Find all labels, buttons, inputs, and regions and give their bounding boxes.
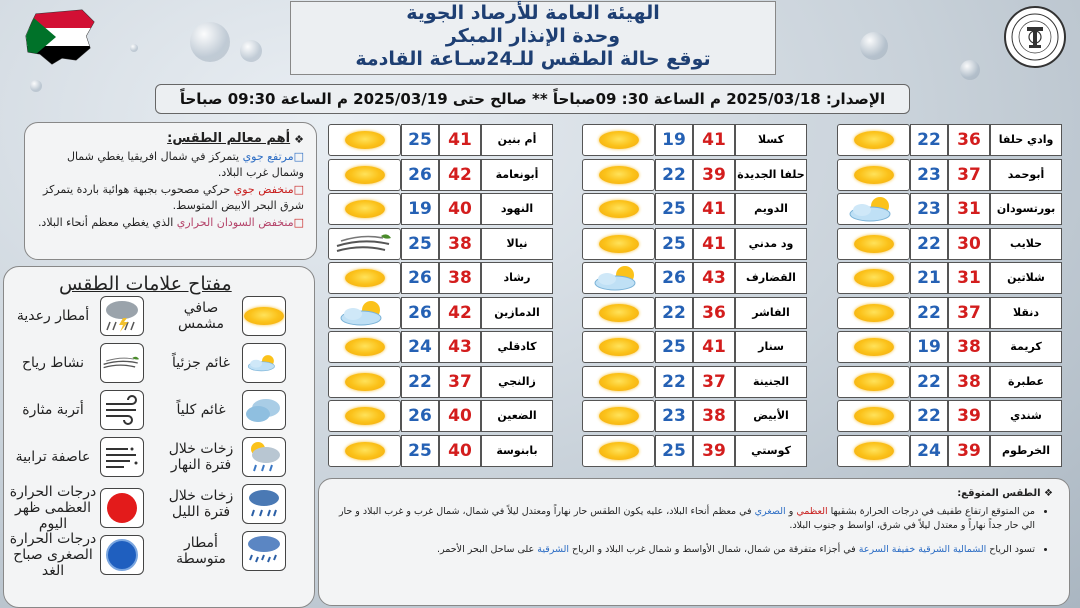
partly-cloudy-icon bbox=[582, 262, 655, 294]
max-temp-value: 38 bbox=[439, 228, 481, 260]
max-temp-value: 36 bbox=[948, 124, 990, 156]
station-row bbox=[582, 366, 807, 398]
legend-item bbox=[160, 531, 286, 571]
moderate-rain-icon bbox=[242, 531, 286, 571]
station-name: أم بنين bbox=[481, 124, 553, 156]
legend-label: أمطار رعدية bbox=[16, 308, 90, 324]
station-name: عطبرة bbox=[990, 366, 1062, 398]
station-row bbox=[328, 159, 553, 191]
sun-icon bbox=[837, 297, 910, 329]
station-row bbox=[328, 228, 553, 260]
max-temp-value: 42 bbox=[439, 297, 481, 329]
max-temp-value: 37 bbox=[693, 366, 735, 398]
sun-icon bbox=[328, 124, 401, 156]
sun-icon bbox=[837, 159, 910, 191]
min-temp-value: 22 bbox=[910, 297, 948, 329]
station-name: الخرطوم bbox=[990, 435, 1062, 467]
station-name: القضارف bbox=[735, 262, 807, 294]
station-row bbox=[837, 297, 1062, 329]
station-name: كريمة bbox=[990, 331, 1062, 363]
max-temp-value: 40 bbox=[439, 193, 481, 225]
station-row bbox=[328, 193, 553, 225]
min-temp-value: 26 bbox=[401, 159, 439, 191]
station-name: كادقلي bbox=[481, 331, 553, 363]
background-droplet bbox=[30, 80, 42, 92]
station-row bbox=[582, 159, 807, 191]
station-name: وادي حلفا bbox=[990, 124, 1062, 156]
station-row bbox=[328, 262, 553, 294]
legend-label: نشاط رياح bbox=[21, 355, 84, 371]
legend-label: زخات خلال فترة النهار bbox=[168, 441, 234, 473]
max-temp-value: 39 bbox=[693, 159, 735, 191]
min-temp-value: 22 bbox=[655, 297, 693, 329]
sun-icon bbox=[837, 228, 910, 260]
max-temp-value: 43 bbox=[693, 262, 735, 294]
station-name: الدويم bbox=[735, 193, 807, 225]
station-row bbox=[837, 366, 1062, 398]
sun-icon bbox=[582, 435, 655, 467]
min-temp-value: 26 bbox=[655, 262, 693, 294]
legend-item bbox=[6, 390, 144, 430]
station-row bbox=[837, 435, 1062, 467]
features-title: أهم معالم الطقس: bbox=[167, 131, 291, 146]
station-name: الأبيض bbox=[735, 400, 807, 432]
min-temp-value: 19 bbox=[401, 193, 439, 225]
cloudy-icon bbox=[242, 390, 286, 430]
station-row bbox=[837, 124, 1062, 156]
max-temp-value: 39 bbox=[948, 400, 990, 432]
legend-label: أتربة مثارة bbox=[22, 402, 84, 418]
station-row bbox=[837, 400, 1062, 432]
station-name: الجنينة bbox=[735, 366, 807, 398]
legend-item bbox=[160, 437, 286, 477]
partly-cloudy-icon bbox=[837, 193, 910, 225]
min-temp-value: 25 bbox=[655, 193, 693, 225]
max-temp-value: 38 bbox=[693, 400, 735, 432]
max-temp-value: 37 bbox=[948, 297, 990, 329]
station-row bbox=[328, 124, 553, 156]
sun-icon bbox=[582, 159, 655, 191]
weather-features-box bbox=[24, 122, 317, 260]
min-temp-value: 22 bbox=[655, 159, 693, 191]
min-temp-value: 23 bbox=[655, 400, 693, 432]
max-temp-value: 36 bbox=[693, 297, 735, 329]
legend-label: صافي مشمس bbox=[178, 300, 224, 332]
sun-icon bbox=[582, 400, 655, 432]
legend-item bbox=[6, 296, 144, 336]
max-temp-value: 38 bbox=[439, 262, 481, 294]
logo-emblem-icon bbox=[1010, 12, 1060, 62]
forecast-title: توقع حالة الطقس للـ24سـاعة القادمة bbox=[355, 48, 711, 70]
met-authority-logo bbox=[1004, 6, 1066, 68]
legend-item bbox=[6, 484, 144, 532]
legend-label: درجات الحرارة العظمى ظهر اليوم bbox=[9, 484, 97, 532]
sun-icon bbox=[582, 331, 655, 363]
station-row bbox=[582, 331, 807, 363]
legend-label: عاصفة ترابية bbox=[15, 449, 91, 465]
min-temp-value: 26 bbox=[401, 400, 439, 432]
day-showers-icon bbox=[242, 437, 286, 477]
station-row bbox=[582, 124, 807, 156]
min-temp-value: 25 bbox=[401, 435, 439, 467]
legend-item bbox=[160, 343, 286, 383]
min-temp-value: 22 bbox=[655, 366, 693, 398]
sun-icon bbox=[837, 124, 910, 156]
station-row bbox=[582, 400, 807, 432]
station-name: شلاتين bbox=[990, 262, 1062, 294]
station-row bbox=[582, 228, 807, 260]
station-row bbox=[837, 331, 1062, 363]
sun-icon bbox=[328, 435, 401, 467]
min-temp-value: 25 bbox=[655, 331, 693, 363]
sun-icon bbox=[328, 400, 401, 432]
feature-item: □منخفض السودان الحراري الذي يغطي معظم أنحاء البلاد. bbox=[37, 216, 304, 229]
sudan-flag-icon bbox=[22, 8, 96, 66]
min-temp-value: 22 bbox=[910, 228, 948, 260]
max-temp-value: 38 bbox=[948, 366, 990, 398]
feature-item: □مرتفع جوي يتمركز في شمال افريقيا يغطي شمال وشمال غرب البلاد. bbox=[66, 150, 304, 179]
station-name: حلايب bbox=[990, 228, 1062, 260]
station-name: ود مدني bbox=[735, 228, 807, 260]
night-showers-icon bbox=[242, 484, 286, 524]
min-temp-value: 26 bbox=[401, 297, 439, 329]
min-temp-value: 19 bbox=[655, 124, 693, 156]
min-temp-value: 22 bbox=[401, 366, 439, 398]
max-temp-value: 40 bbox=[439, 400, 481, 432]
station-name: بورتسودان bbox=[990, 193, 1062, 225]
min-temp-value: 26 bbox=[401, 262, 439, 294]
legend-item bbox=[6, 531, 144, 579]
station-name: أبوحمد bbox=[990, 159, 1062, 191]
min-temp-value: 25 bbox=[401, 124, 439, 156]
unit-title: وحدة الإنذار المبكر bbox=[445, 25, 621, 47]
legend-label: درجات الحرارة الصغرى صباح الغد bbox=[9, 531, 97, 579]
station-row bbox=[328, 435, 553, 467]
sun-icon bbox=[328, 366, 401, 398]
legend-label: أمطار متوسطة bbox=[176, 535, 226, 567]
max-temp-value: 31 bbox=[948, 262, 990, 294]
station-name: كوستي bbox=[735, 435, 807, 467]
sun-icon bbox=[582, 124, 655, 156]
background-droplet bbox=[190, 22, 230, 62]
legend-label: غائم كلياً bbox=[176, 402, 226, 418]
max-temp-value: 41 bbox=[693, 193, 735, 225]
min-temp-value: 25 bbox=[655, 228, 693, 260]
station-name: الضعين bbox=[481, 400, 553, 432]
feature-item: □منخفض جوي حركي مصحوب بجبهة هوائية باردة يتمركز شرق البحر الابيض المتوسط. bbox=[43, 183, 304, 212]
min-temp-value: 25 bbox=[401, 228, 439, 260]
min-temp-value: 22 bbox=[910, 366, 948, 398]
station-name: رشاد bbox=[481, 262, 553, 294]
station-name: كسلا bbox=[735, 124, 807, 156]
station-row bbox=[582, 262, 807, 294]
background-droplet bbox=[130, 44, 138, 52]
station-name: بابنوسة bbox=[481, 435, 553, 467]
duststorm-icon bbox=[100, 437, 144, 477]
min-temp-value: 23 bbox=[910, 159, 948, 191]
station-row bbox=[582, 297, 807, 329]
forecast-paragraph: • تسود الرياح الشمالية الشرقية خفيفة السرعة في أجزاء متفرقة من شمال، شمال الأواسط و شمال غرب البلاد و الرياح الشرقية على ساحل البحر الأحمر. bbox=[335, 543, 1035, 557]
max-temp-value: 42 bbox=[439, 159, 481, 191]
station-name: حلفا الجديدة bbox=[735, 159, 807, 191]
min-temp-icon bbox=[100, 535, 144, 575]
legend-label: غائم جزئياً bbox=[171, 355, 231, 371]
sun-icon bbox=[837, 366, 910, 398]
station-name: نيالا bbox=[481, 228, 553, 260]
legend-item bbox=[160, 484, 286, 524]
max-temp-value: 38 bbox=[948, 331, 990, 363]
station-name: الفاشر bbox=[735, 297, 807, 329]
legend-label: زخات خلال فترة الليل bbox=[168, 488, 234, 520]
station-row bbox=[582, 193, 807, 225]
max-temp-value: 41 bbox=[439, 124, 481, 156]
org-title: الهيئة العامة للأرصاد الجوية bbox=[406, 2, 660, 24]
max-temp-value: 39 bbox=[948, 435, 990, 467]
station-row bbox=[582, 435, 807, 467]
background-droplet bbox=[960, 60, 980, 80]
station-name: أبونعامة bbox=[481, 159, 553, 191]
min-temp-value: 21 bbox=[910, 262, 948, 294]
station-name: زالنجي bbox=[481, 366, 553, 398]
station-name: دنقلا bbox=[990, 297, 1062, 329]
station-name: شندي bbox=[990, 400, 1062, 432]
max-temp-value: 30 bbox=[948, 228, 990, 260]
station-name: سنار bbox=[735, 331, 807, 363]
sun-icon bbox=[837, 331, 910, 363]
sun-icon bbox=[242, 296, 286, 336]
legend-item bbox=[160, 390, 286, 430]
partly-cloudy-icon bbox=[328, 297, 401, 329]
max-temp-value: 37 bbox=[948, 159, 990, 191]
station-row bbox=[837, 262, 1062, 294]
thunderstorm-icon bbox=[100, 296, 144, 336]
legend-item bbox=[6, 343, 144, 383]
station-name: النهود bbox=[481, 193, 553, 225]
min-temp-value: 22 bbox=[910, 124, 948, 156]
sun-icon bbox=[328, 159, 401, 191]
wind-icon bbox=[100, 343, 144, 383]
background-droplet bbox=[240, 40, 262, 62]
forecast-heading: ❖ الطقس المتوقع: bbox=[957, 488, 1053, 499]
station-row bbox=[837, 159, 1062, 191]
sun-icon bbox=[328, 262, 401, 294]
sun-icon bbox=[582, 366, 655, 398]
max-temp-icon bbox=[100, 488, 144, 528]
max-temp-value: 41 bbox=[693, 331, 735, 363]
min-temp-value: 24 bbox=[910, 435, 948, 467]
header-title-box bbox=[290, 1, 776, 75]
station-row bbox=[328, 400, 553, 432]
issue-validity-bar: الإصدار: 2025/03/18 م الساعة 30: 09صباحاً ** صالح حتى 2025/03/19 م الساعة 09:30 صباحاً bbox=[155, 84, 910, 114]
sun-icon bbox=[328, 193, 401, 225]
min-temp-value: 22 bbox=[910, 400, 948, 432]
sun-icon bbox=[582, 297, 655, 329]
sun-icon bbox=[837, 400, 910, 432]
partly-cloudy-icon bbox=[242, 343, 286, 383]
station-row bbox=[328, 366, 553, 398]
max-temp-value: 41 bbox=[693, 124, 735, 156]
max-temp-value: 39 bbox=[693, 435, 735, 467]
station-row bbox=[837, 228, 1062, 260]
wind-icon bbox=[328, 228, 401, 260]
dust-icon bbox=[100, 390, 144, 430]
max-temp-value: 40 bbox=[439, 435, 481, 467]
expected-weather-box bbox=[318, 478, 1070, 606]
station-row bbox=[328, 331, 553, 363]
max-temp-value: 41 bbox=[693, 228, 735, 260]
forecast-paragraph: • من المتوقع ارتفاع طفيف في درجات الحرارة بشقيها العظمي و الصغري في معظم أنحاء البلاد، عليه يكون الطقس حار نهاراً ومعتدل ليلاً في شمال، شمال غرب و غرب البلاد و حار الي حار جداً نهاراً و معتدل ليلاً في شرق، اواسط و جنوب البلاد. bbox=[335, 505, 1035, 533]
sun-icon bbox=[837, 435, 910, 467]
background-droplet bbox=[860, 32, 888, 60]
legend-item bbox=[6, 437, 144, 477]
sun-icon bbox=[582, 193, 655, 225]
min-temp-value: 19 bbox=[910, 331, 948, 363]
sun-icon bbox=[837, 262, 910, 294]
max-temp-value: 37 bbox=[439, 366, 481, 398]
station-row bbox=[328, 297, 553, 329]
max-temp-value: 43 bbox=[439, 331, 481, 363]
sun-icon bbox=[328, 331, 401, 363]
max-temp-value: 31 bbox=[948, 193, 990, 225]
min-temp-value: 24 bbox=[401, 331, 439, 363]
legend-title: مفتاح علامات الطقس bbox=[59, 273, 232, 295]
min-temp-value: 23 bbox=[910, 193, 948, 225]
sun-icon bbox=[582, 228, 655, 260]
station-row bbox=[837, 193, 1062, 225]
min-temp-value: 25 bbox=[655, 435, 693, 467]
legend-item bbox=[160, 296, 286, 336]
diamond-bullet-icon: ❖ bbox=[294, 133, 304, 146]
station-name: الدمازين bbox=[481, 297, 553, 329]
